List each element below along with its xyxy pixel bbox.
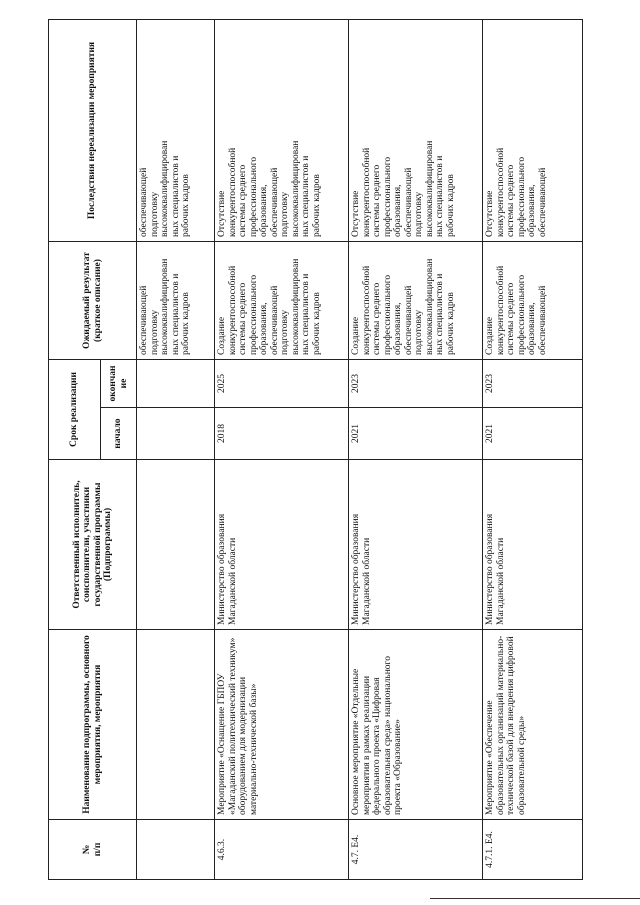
header-consequence: Последствия нереализации мероприятия xyxy=(49,20,137,242)
row-num xyxy=(137,820,215,880)
row-start: 2018 xyxy=(215,408,349,460)
row-end xyxy=(137,360,215,408)
header-result: Ожидаемый результат (краткое описание) xyxy=(49,242,137,360)
header-period: Срок реализации xyxy=(49,360,101,460)
table-row xyxy=(215,20,349,880)
row-result: Создание конкурентоспособной системы среднего профессионального образования, обеспечивающей подготовку высококвалифицирован ных специалистов и рабочих кадров xyxy=(349,242,483,360)
row-start: 2021 xyxy=(349,408,483,460)
row-responsible: Министерство образования Магаданской области xyxy=(483,460,583,630)
row-responsible: Министерство образования Магаданской области xyxy=(215,460,349,630)
rotated-page xyxy=(48,20,548,880)
row-consequence: обеспечивающей подготовку высококвалифицирован ных специалистов и рабочих кадров xyxy=(137,20,215,242)
row-responsible: Министерство образования Магаданской области xyxy=(349,460,483,630)
table-row xyxy=(137,20,215,880)
program-table xyxy=(48,19,583,880)
page-edge-line xyxy=(430,898,640,899)
row-num: 4.7.1. Е4. xyxy=(483,820,583,880)
row-name: Основное мероприятие «Отдельные мероприятия в рамках реализации федерального проекта «Цифровая образовательная среда» национального проекта «Образование» xyxy=(349,630,483,820)
row-result: обеспечивающей подготовку высококвалифицирован ных специалистов и рабочих кадров xyxy=(137,242,215,360)
header-responsible: Ответственный исполнитель, соисполнители, участники государственной программы (Подпрограммы) xyxy=(49,460,137,630)
header-name: Наименование подпрограммы, основного мероприятия, мероприятия xyxy=(49,630,137,820)
row-name: Мероприятие «Обеспечение образовательных организаций материально-технической базой для внедрения цифровой образовательной среды» xyxy=(483,630,583,820)
row-consequence: Отсутствие конкурентоспособной системы среднего профессионального образования, обеспечивающей xyxy=(483,20,583,242)
row-num: 4.6.3. xyxy=(215,820,349,880)
header-end: окончан ие xyxy=(101,360,137,408)
row-start xyxy=(137,408,215,460)
row-responsible xyxy=(137,460,215,630)
header-start: начало xyxy=(101,408,137,460)
row-result: Создание конкурентоспособной системы среднего профессионального образования, обеспечивающей xyxy=(483,242,583,360)
row-consequence: Отсутствие конкурентоспособной системы среднего профессионального образования, обеспечивающей подготовку высококвалифицирован ных специалистов и рабочих кадров xyxy=(215,20,349,242)
row-result: Создание конкурентоспособной системы среднего профессионального образования, обеспечивающей подготовку высококвалифицирован ных специалистов и рабочих кадров xyxy=(215,242,349,360)
row-end: 2025 xyxy=(215,360,349,408)
row-end: 2023 xyxy=(483,360,583,408)
table-row xyxy=(349,20,483,880)
row-name xyxy=(137,630,215,820)
row-consequence: Отсутствие конкурентоспособной системы среднего профессионального образования, обеспечивающей подготовку высококвалифицирован ных специалистов и рабочих кадров xyxy=(349,20,483,242)
row-start: 2021 xyxy=(483,408,583,460)
row-num: 4.7. Е4. xyxy=(349,820,483,880)
row-name: Мероприятие «Оснащение ГБПОУ «Магаданский политехнический техникум» оборудованием для модернизации материально-технической базы» xyxy=(215,630,349,820)
table-row xyxy=(483,20,583,880)
header-num: № п/п xyxy=(49,820,137,880)
row-end: 2023 xyxy=(349,360,483,408)
